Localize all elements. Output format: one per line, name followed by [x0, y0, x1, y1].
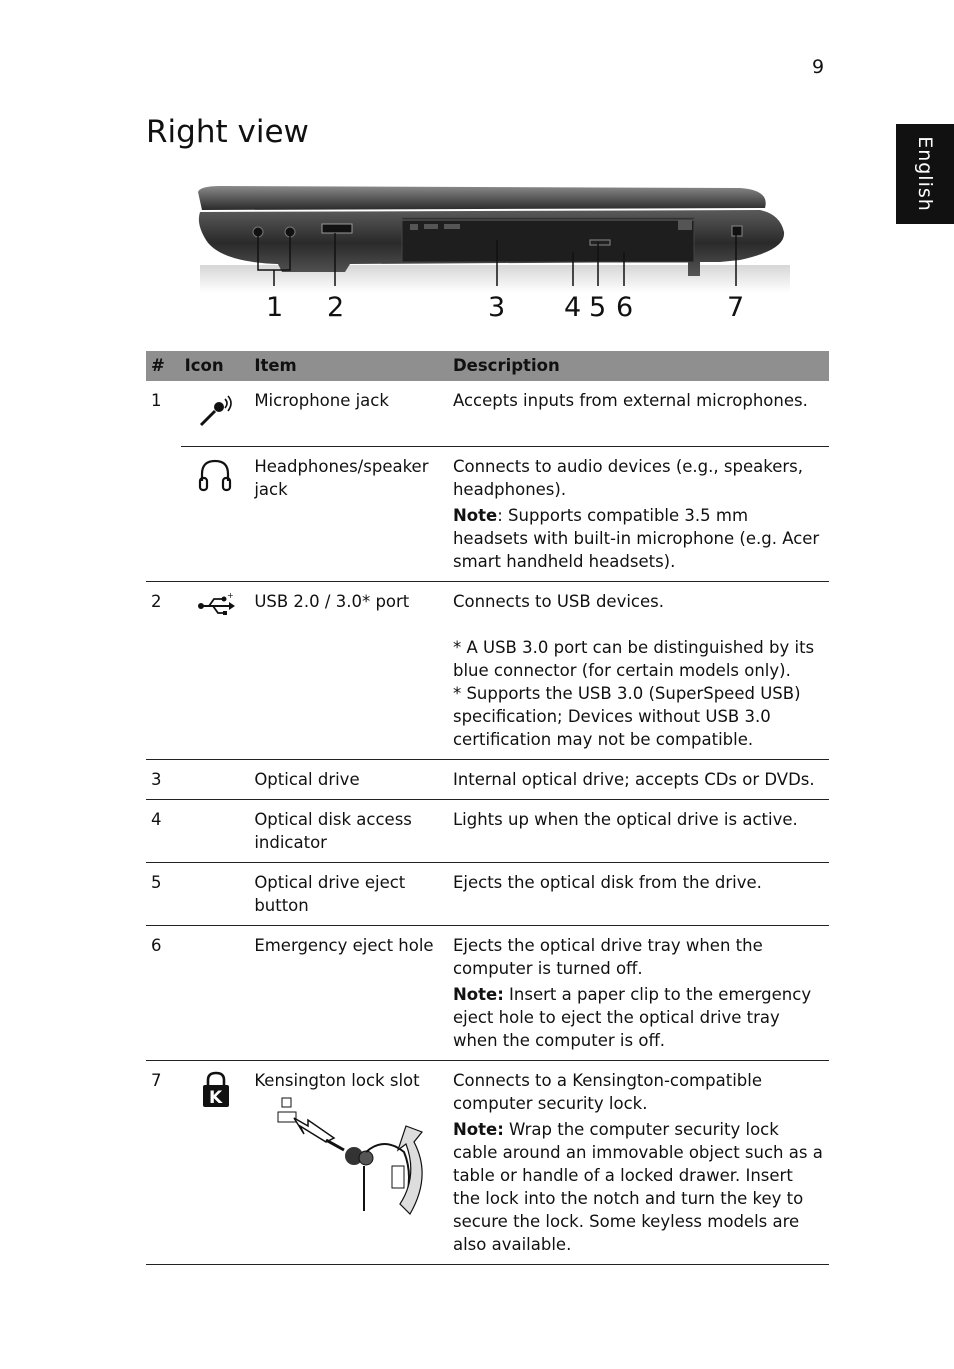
row-number: 3 — [146, 760, 181, 800]
laptop-right-view-illustration — [180, 180, 800, 330]
row-number: 1 — [146, 381, 181, 582]
note-label: Note: — [452, 985, 504, 1004]
callout-numbers — [266, 292, 744, 323]
row-number: 4 — [146, 800, 181, 863]
description-text: Connects to USB devices. — [452, 592, 664, 611]
headphones-icon — [197, 457, 233, 493]
callout-7: 7 — [727, 292, 745, 323]
callout-2: 2 — [327, 292, 345, 323]
laptop-body — [198, 186, 790, 293]
item-name: Kensington lock slot — [254, 1071, 420, 1090]
item-name-cell — [250, 1061, 449, 1265]
description-text: Ejects the optical drive tray when the computer is turned off. — [452, 936, 763, 978]
item-description — [449, 1061, 829, 1265]
item-description: Lights up when the optical drive is active. — [449, 800, 829, 863]
header-description: Description — [449, 351, 829, 381]
table-row — [146, 926, 829, 1061]
callout-1: 1 — [266, 292, 284, 323]
item-name: Optical disk access indicator — [250, 800, 449, 863]
item-description: Accepts inputs from external microphones. — [449, 381, 829, 447]
note-text: Insert a paper clip to the emergency eject hole to eject the optical drive tray when the computer is off. — [452, 985, 812, 1050]
svg-text:+: + — [226, 592, 234, 600]
item-description: Internal optical drive; accepts CDs or DVDs. — [449, 760, 829, 800]
page-title: Right view — [146, 114, 309, 150]
table-row — [146, 760, 829, 800]
description-note — [453, 504, 825, 573]
note-text: : Supports compatible 3.5 mm headsets with built-in microphone (e.g. Acer smart handheld headsets). — [452, 506, 820, 571]
item-name: USB 2.0 / 3.0* port — [250, 582, 449, 760]
header-num: # — [146, 351, 181, 381]
kensington-lock-icon — [201, 1071, 231, 1109]
item-name: Microphone jack — [250, 381, 449, 447]
table-row — [146, 447, 829, 582]
usb-icon — [197, 592, 237, 620]
table-row — [146, 863, 829, 926]
ports-table — [146, 351, 829, 1265]
callout-5: 5 — [589, 292, 607, 323]
callout-6: 6 — [616, 292, 634, 323]
icon-cell — [181, 1061, 251, 1265]
language-tab — [896, 124, 954, 224]
row-number: 2 — [146, 582, 181, 760]
description-note — [453, 1118, 825, 1256]
table-header-row — [146, 351, 829, 381]
table-row — [146, 582, 829, 760]
item-name: Emergency eject hole — [250, 926, 449, 1061]
description-note — [453, 983, 825, 1052]
item-name: Optical drive — [250, 760, 449, 800]
kensington-lock-illustration — [264, 1096, 434, 1226]
page-number: 9 — [812, 56, 825, 78]
item-name: Headphones/speaker jack — [250, 447, 449, 582]
description-text: Connects to audio devices (e.g., speakers, headphones). — [452, 457, 803, 499]
item-description — [449, 447, 829, 582]
icon-cell — [181, 447, 251, 582]
header-icon: Icon — [181, 351, 251, 381]
callout-4: 4 — [564, 292, 582, 323]
note-label: Note — [452, 506, 498, 525]
callout-3: 3 — [488, 292, 506, 323]
svg-text:K: K — [208, 1088, 222, 1108]
row-number: 7 — [146, 1061, 181, 1265]
note-label: Note: — [452, 1120, 504, 1139]
row-number: 5 — [146, 863, 181, 926]
description-text: Connects to a Kensington-compatible computer security lock. — [452, 1071, 762, 1113]
item-description: Ejects the optical disk from the drive. — [449, 863, 829, 926]
description-extra-1: * A USB 3.0 port can be distinguished by its blue connector (for certain models only). — [452, 638, 815, 680]
microphone-icon — [197, 391, 235, 429]
header-item: Item — [250, 351, 449, 381]
table-row — [146, 381, 829, 447]
table-row — [146, 1061, 829, 1265]
icon-cell — [181, 381, 251, 447]
item-description — [449, 926, 829, 1061]
table-row — [146, 800, 829, 863]
description-extra-2: * Supports the USB 3.0 (SuperSpeed USB) specification; Devices without USB 3.0 certification may not be compatible. — [452, 684, 801, 749]
row-number: 6 — [146, 926, 181, 1061]
item-description — [449, 582, 829, 760]
note-text: Wrap the computer security lock cable around an immovable object such as a table or handle of a locked drawer. Insert the lock into the notch and turn the key to secure the lock. Some keyless models are also available. — [452, 1120, 823, 1254]
item-name: Optical drive eject button — [250, 863, 449, 926]
language-tab-label: English — [914, 136, 936, 212]
icon-cell — [181, 582, 251, 760]
